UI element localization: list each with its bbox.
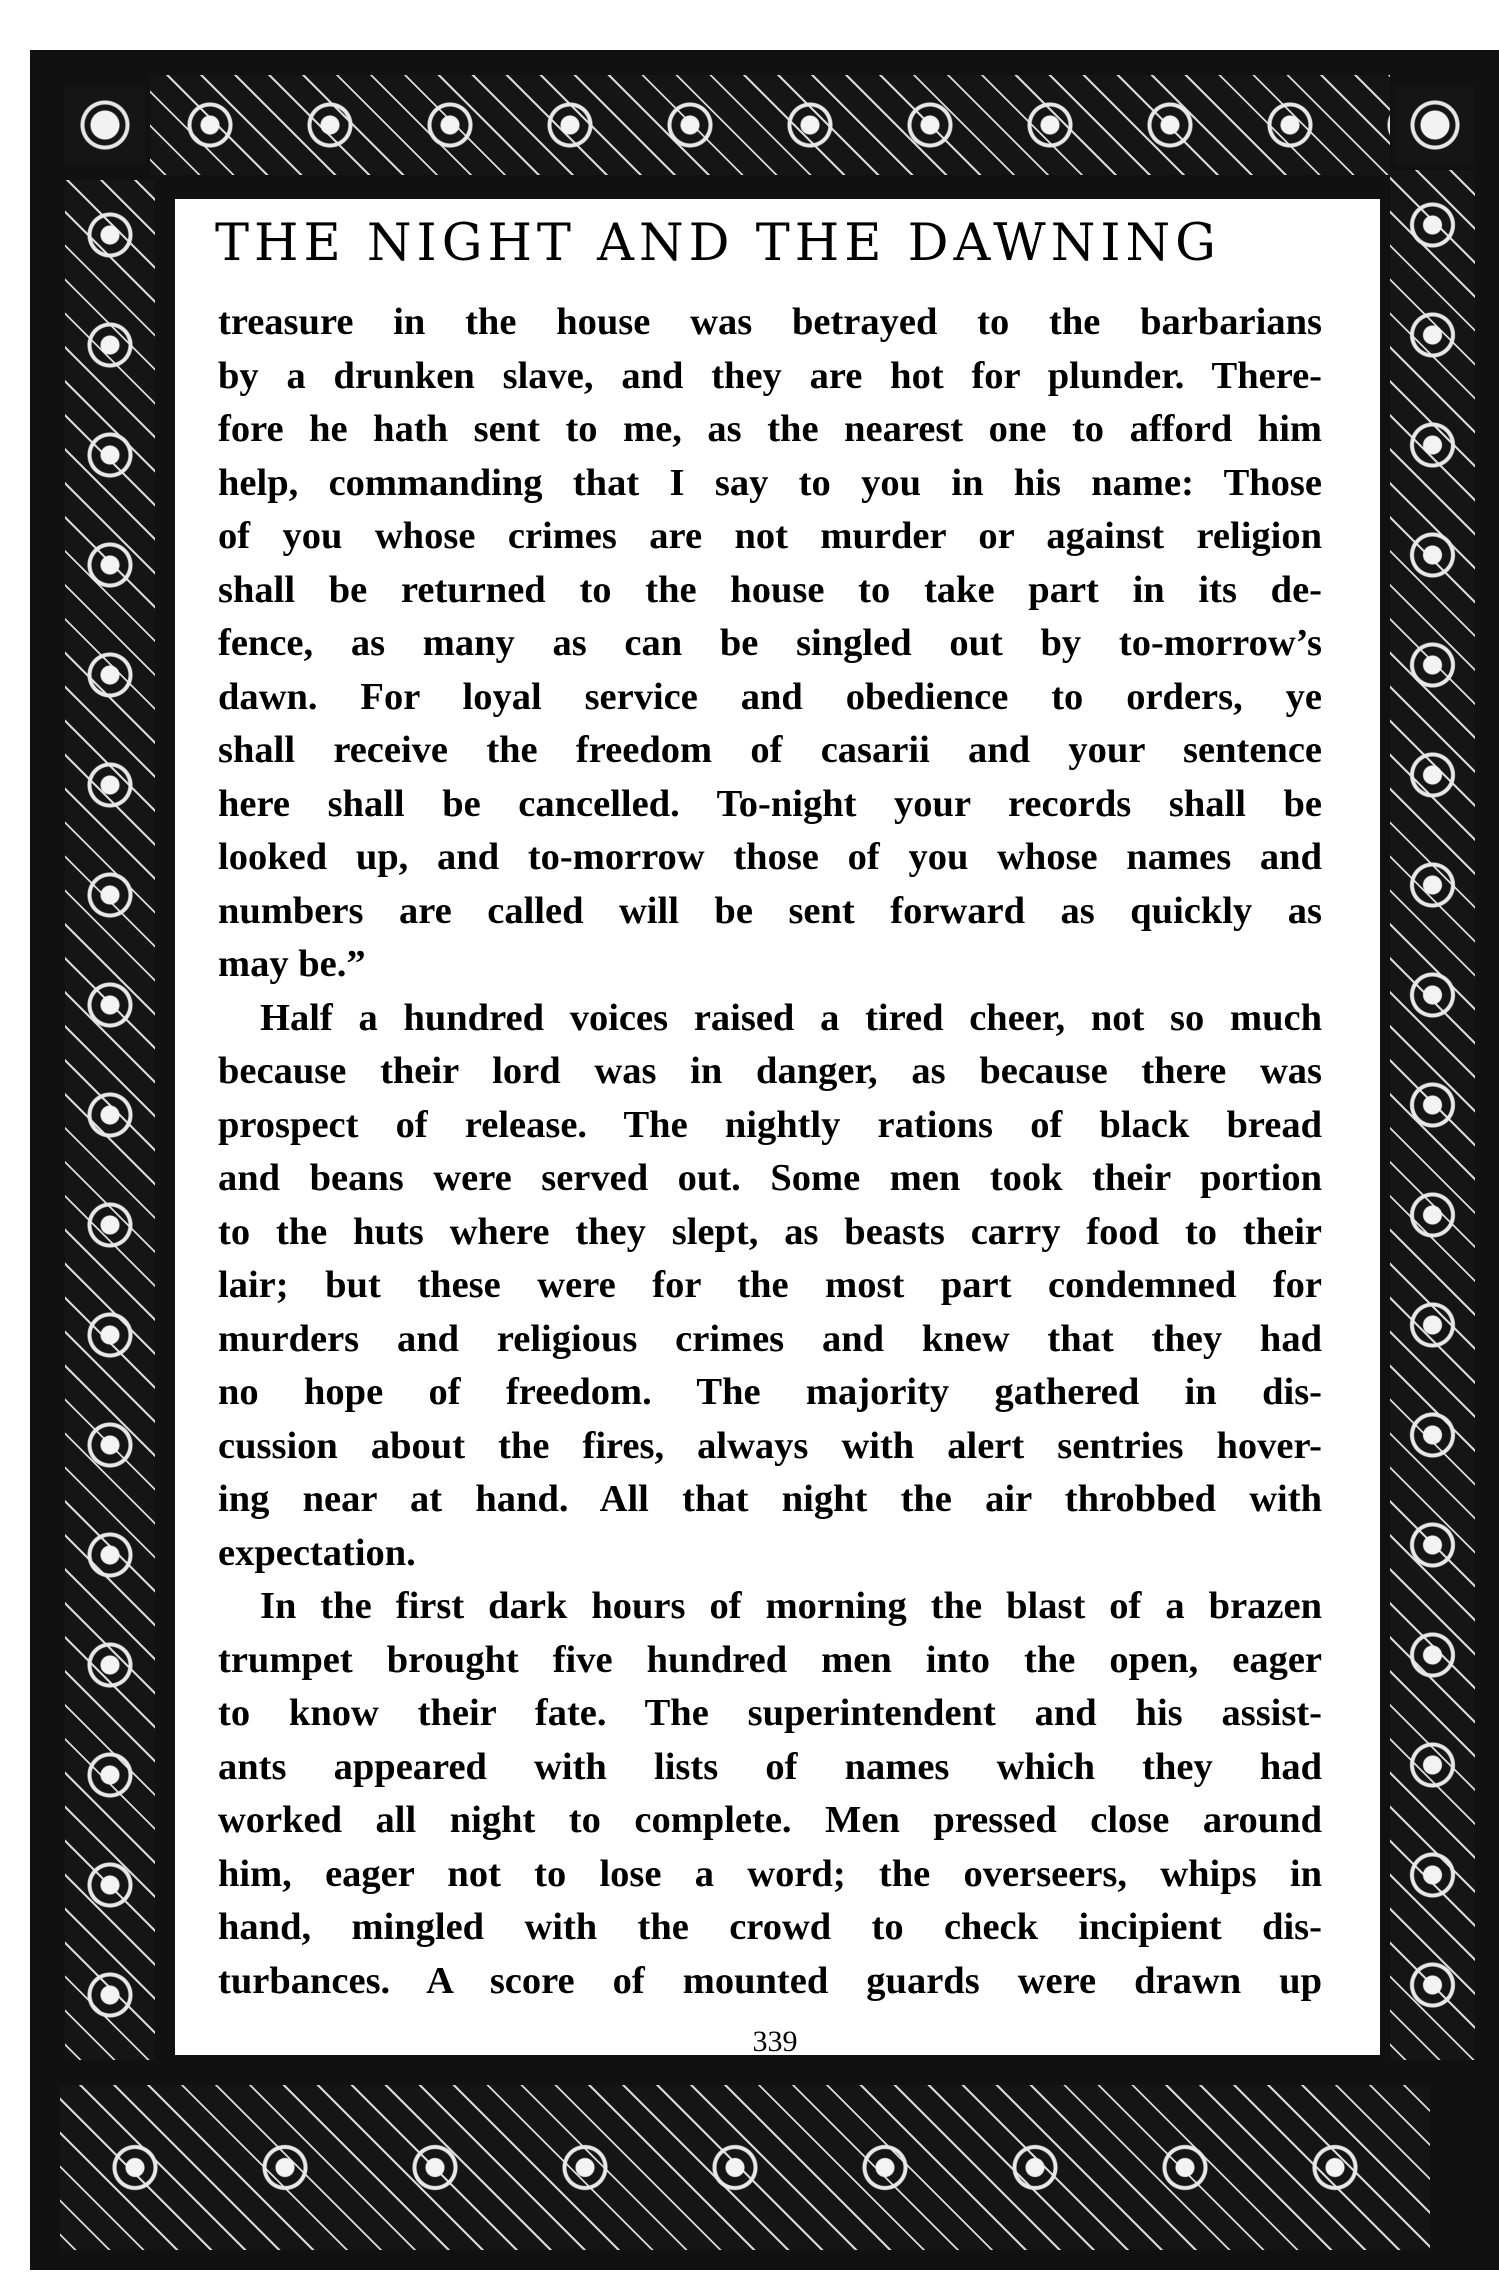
panel-bottom-rule — [170, 2060, 1380, 2065]
text-line: lair; but these were for the most part condemned for — [218, 1264, 1322, 1306]
top-ornament-band — [150, 75, 1390, 175]
text-line: to know their fate. The superintendent and his assist- — [218, 1692, 1322, 1734]
text-line: dawn. For loyal service and obedience to orders, ye — [218, 675, 1322, 718]
text-line: cussion about the fires, always with alert sentries hover- — [218, 1424, 1322, 1467]
running-head: THE NIGHT AND THE DAWNING — [215, 214, 1221, 273]
text-line: because their lord was in danger, as because there was — [218, 1050, 1322, 1092]
text-line: expectation. — [218, 1531, 416, 1574]
text-line: fence, as many as can be singled out by to-morrow’s — [218, 622, 1322, 664]
body-text — [218, 296, 1322, 2008]
bottom-ornament-band — [60, 2085, 1430, 2250]
right-ornament-band — [1390, 170, 1475, 2060]
text-line: hand, mingled with the crowd to check incipient dis- — [218, 1906, 1322, 1948]
text-line: looked up, and to-morrow those of you whose names and — [218, 836, 1322, 878]
text-line: no hope of freedom. The majority gathered in dis- — [218, 1371, 1322, 1413]
text-line: fore he hath sent to me, as the nearest one to afford him — [218, 408, 1322, 450]
text-line: of you whose crimes are not murder or against religion — [218, 515, 1322, 557]
text-line: trumpet brought five hundred men into the open, eager — [218, 1638, 1322, 1681]
text-line: prospect of release. The nightly rations of black bread — [218, 1103, 1322, 1146]
text-line: may be.” — [218, 943, 366, 985]
text-line: worked all night to complete. Men pressed close around — [218, 1799, 1322, 1841]
text-line: and beans were served out. Some men took their portion — [218, 1157, 1322, 1199]
page-number: 339 — [752, 2025, 798, 2058]
text-line: here shall be cancelled. To-night your records shall be — [218, 782, 1322, 825]
text-line: help, commanding that I say to you in his name: Those — [218, 461, 1322, 504]
text-line: turbances. A score of mounted guards were drawn up — [218, 1959, 1322, 2002]
text-line: In the first dark hours of morning the blast of a brazen — [260, 1585, 1322, 1627]
left-ornament-band — [65, 180, 155, 2060]
corner-rosette-icon — [1395, 85, 1475, 165]
text-line: numbers are called will be sent forward as quickly as — [218, 889, 1322, 932]
text-line: treasure in the house was betrayed to the barbarians — [218, 301, 1322, 343]
text-line: ing near at hand. All that night the air throbbed with — [218, 1478, 1322, 1520]
text-line: shall receive the freedom of casarii and your sentence — [218, 729, 1322, 771]
text-line: shall be returned to the house to take part in its de- — [218, 568, 1322, 611]
text-line: by a drunken slave, and they are hot for plunder. There- — [218, 354, 1322, 397]
corner-rosette-icon — [65, 85, 145, 165]
text-line: Half a hundred voices raised a tired cheer, not so much — [260, 996, 1322, 1039]
text-line: ants appeared with lists of names which they had — [218, 1745, 1322, 1788]
text-line: murders and religious crimes and knew that they had — [218, 1317, 1322, 1360]
text-line: him, eager not to lose a word; the overseers, whips in — [218, 1852, 1322, 1895]
text-line: to the huts where they slept, as beasts carry food to their — [218, 1210, 1322, 1253]
